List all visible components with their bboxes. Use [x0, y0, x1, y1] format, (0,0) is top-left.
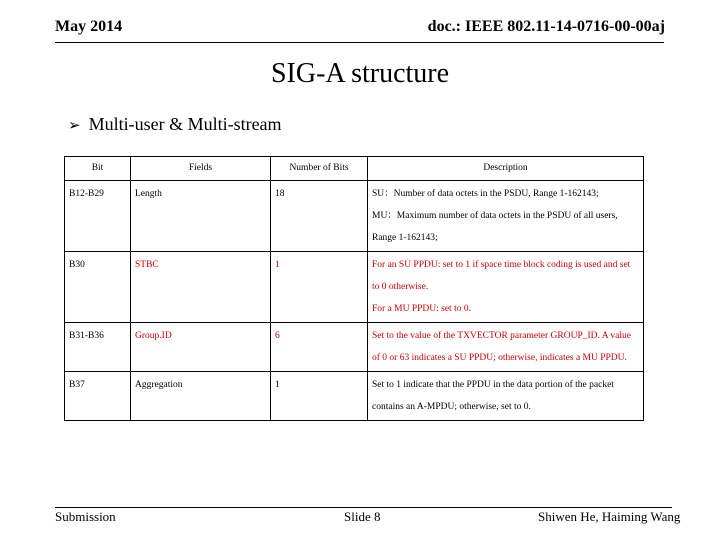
- table-row: [65, 181, 644, 252]
- description-line: For a MU PPDU: set to 0.: [372, 304, 471, 314]
- header-doc-id: doc.: IEEE 802.11-14-0716-00-00aj: [427, 18, 665, 35]
- cell-description: [368, 323, 644, 372]
- cell-bits: 18: [271, 181, 368, 252]
- cell-bit: B37: [65, 372, 131, 421]
- footer-submission: Submission: [55, 509, 116, 524]
- cell-bit: B30: [65, 252, 131, 323]
- table-row: [65, 372, 644, 421]
- bullet-item: [68, 114, 282, 135]
- cell-description: [368, 181, 644, 252]
- cell-bits: 1: [271, 372, 368, 421]
- table-row: [65, 323, 644, 372]
- cell-bit: B31-B36: [65, 323, 131, 372]
- table-row: [65, 252, 644, 323]
- header-date: May 2014: [55, 18, 123, 35]
- description-line: For an SU PPDU: set to 1 if space time block coding is used and set to 0 otherwise.: [372, 260, 631, 292]
- cell-bits: 1: [271, 252, 368, 323]
- arrow-bullet-icon: ➢: [68, 116, 81, 134]
- cell-description: [368, 252, 644, 323]
- cell-field: Group.ID: [131, 323, 271, 372]
- cell-bit: B12-B29: [65, 181, 131, 252]
- cell-field: Length: [131, 181, 271, 252]
- col-header-bit: Bit: [65, 157, 131, 181]
- description-line: Set to the value of the TXVECTOR parameter GROUP_ID. A value of 0 or 63 indicates a SU PPDU; otherwise, indicates a MU PPDU.: [372, 331, 632, 363]
- cell-description: [368, 372, 644, 421]
- slide-title: SIG-A structure: [270, 58, 450, 89]
- header-divider: [55, 42, 664, 43]
- footer-authors: Shiwen He, Haiming Wang: [538, 509, 681, 524]
- col-header-description: Description: [368, 157, 644, 181]
- sig-a-table: [64, 156, 644, 421]
- cell-field: Aggregation: [131, 372, 271, 421]
- description-line: SU：Number of data octets in the PSDU, Range 1-162143;: [372, 189, 599, 199]
- footer-divider: [55, 507, 672, 508]
- cell-field: STBC: [131, 252, 271, 323]
- col-header-fields: Fields: [131, 157, 271, 181]
- bullet-text: Multi-user & Multi-stream: [88, 114, 282, 134]
- description-line: Set to 1 indicate that the PPDU in the data portion of the packet contains an A-MPDU; otherwise, set to 0.: [372, 380, 614, 412]
- col-header-number-of-bits: Number of Bits: [271, 157, 368, 181]
- description-line: MU：Maximum number of data octets in the PSDU of all users, Range 1-162143;: [372, 211, 618, 243]
- table-header-row: [65, 157, 644, 181]
- footer-slide-number: Slide 8: [344, 509, 381, 524]
- cell-bits: 6: [271, 323, 368, 372]
